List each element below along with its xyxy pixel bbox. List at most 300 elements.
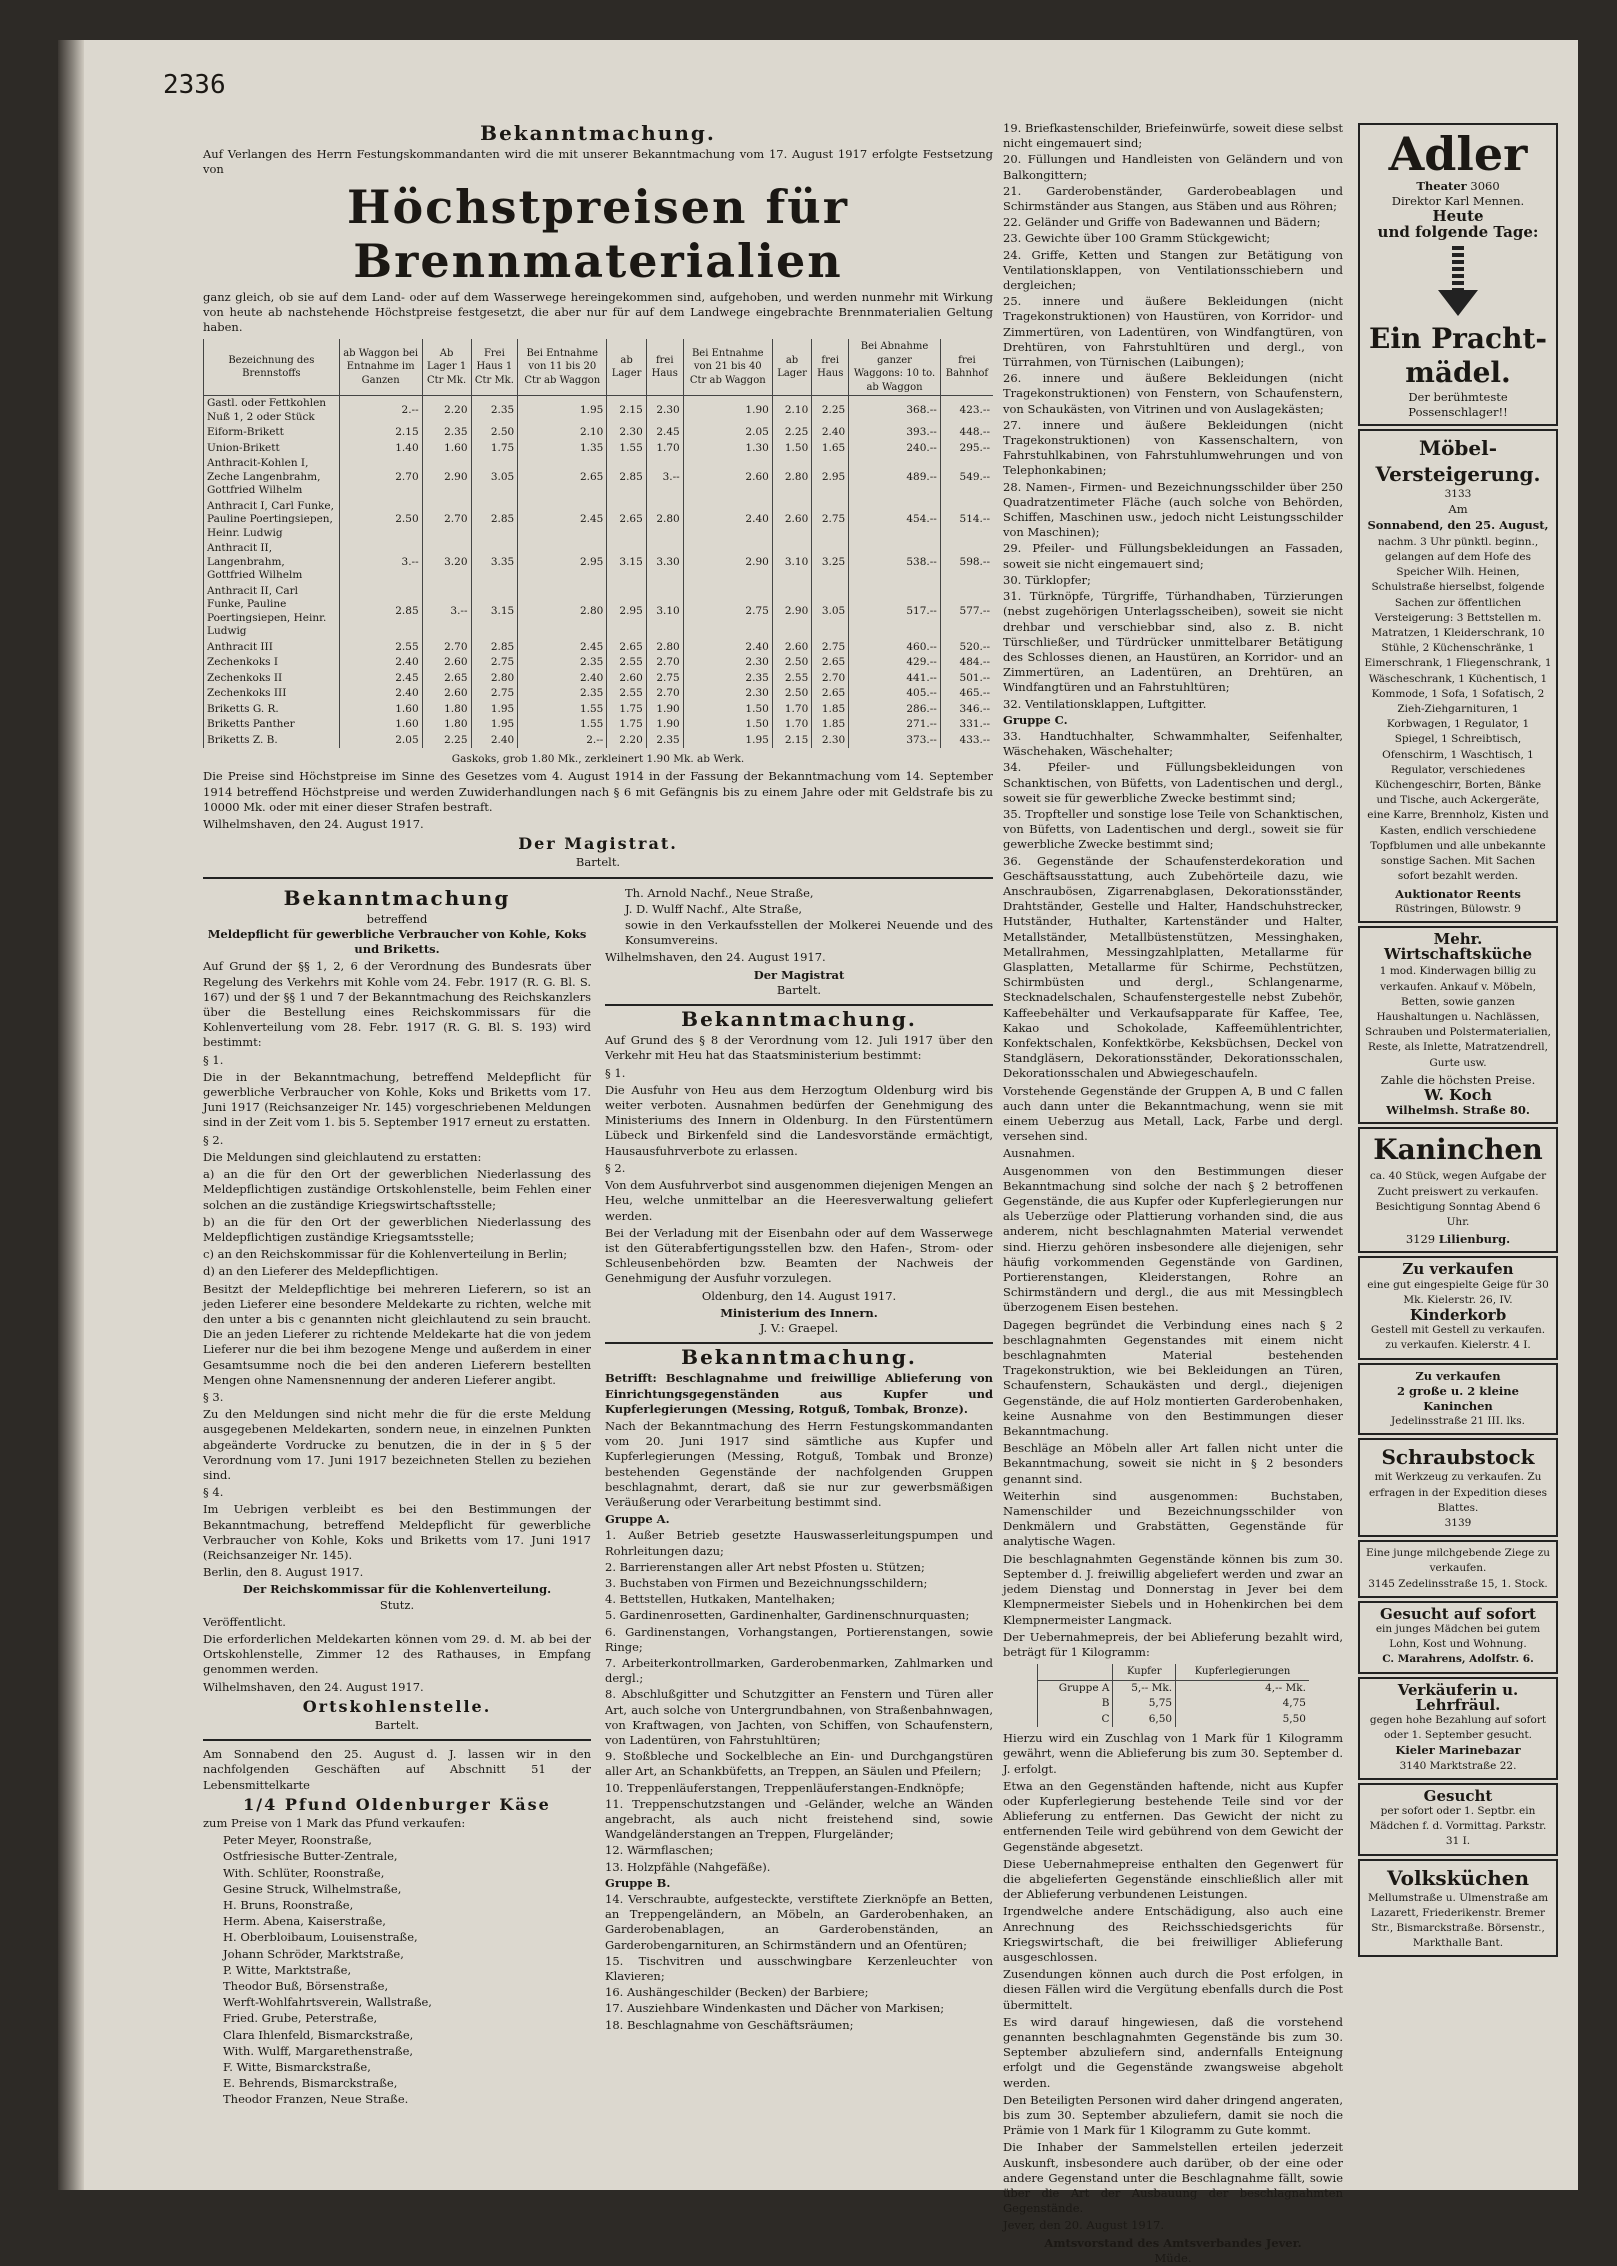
table-cell: 2.40 (339, 655, 422, 671)
right-paragraphs (1003, 1084, 1343, 1661)
schraub-text: mit Werkzeug zu verkaufen. Zu erfragen in der Expedition dieses Blattes. (1368, 1471, 1548, 1514)
table-cell: 1.90 (646, 717, 683, 733)
table-cell: 2.50 (772, 686, 811, 702)
table-cell: 2.35 (518, 686, 607, 702)
moebel-text: nachm. 3 Uhr pünktl. beginn., gelangen auf dem Hofe des Speicher Wilh. Heinen, Schulstraße hierselbst, folgende Sachen zur öffentlichen Versteigerung: 3 Bettstellen m. Matratzen, 1 Kleiderschrank, 10 Stühle, 2 Küchenschränke, 1 Eimerschrank, 1 Fliegenschrank, 1 Wäscheschrank, 1 Küchentisch, 1 Kommode, 1 Sofa, 1 Sofatisch, 2 Zieh-Ziehgarnituren, 1 Korbwagen, 1 Regulator, 1 Spiegel, 1 Schreibtisch, Ofenschirm, 1 Waschtisch, 1 Regulator, verschiedenes Küchengeschirr, Borten, Bänke und Tische, auch Ackergeräte, eine Karre, Brennholz, Kisten und Kasten, endlich verschiedene Topfblumen und alle unbekannte sonstige Sachen. Mit Sachen sofort bezahlt werden. (1364, 535, 1552, 883)
table-cell: 3.15 (607, 541, 646, 584)
shop-list (203, 1833, 591, 2107)
table-cell: 2.15 (607, 396, 646, 426)
shop-item: Clara Ihlenfeld, Bismarckstraße, (223, 2027, 414, 2042)
table-cell: 3.30 (646, 541, 683, 584)
gesucht2-text: per sofort oder 1. Septbr. ein Mädchen f. d. Vormittag. Parkstr. 31 I. (1369, 1805, 1547, 1848)
middle-place-date2: Oldenburg, den 14. August 1917. (701, 1288, 897, 1303)
price-table-header: Bezeichnung des Brennstoffs (204, 339, 340, 396)
right-paragraph: Beschläge an Möbeln aller Art fallen nicht unter die Bekanntmachung, soweit sie nicht in § 2 besonders genannt sind. (1003, 1441, 1343, 1486)
heu-paragraph: Die Ausfuhr von Heu aus dem Herzogtum Oldenburg wird bis weiter verboten. Ausnahmen bedürfen der Genehmigung des Ministeriums des Innern in Oldenburg. In den Fürstentümern Lübeck und Birkenfeld sind die Landesvorstände ermächtigt, Hausausfuhrverbote zu erlassen. (605, 1082, 993, 1158)
table-cell: Anthracit II, Carl Funke, Pauline Poertingsiepen, Heinr. Ludwig (204, 584, 340, 640)
table-cell: 1.55 (607, 441, 646, 457)
table-row (204, 655, 994, 671)
table-cell: 2.45 (339, 671, 422, 687)
schraub-title: Schraubstock (1381, 1445, 1535, 1470)
left-paragraph: § 1. (203, 1052, 224, 1067)
table-cell: 2.30 (607, 425, 646, 441)
list-item: 20. Füllungen und Handleisten von Geländern und von Balkongittern; (1003, 152, 1343, 182)
right-place-date: Jever, den 20. August 1917. (1003, 2218, 1165, 2233)
table-cell: Anthracit II, Langenbrahm, Gottfried Wilhelm (204, 541, 340, 584)
table-cell: Union-Brikett (204, 441, 340, 457)
ziegen-address: Jedelinsstraße 21 III. lks. (1391, 1415, 1525, 1428)
zu-verk-text: eine gut eingespielte Geige für 30 Mk. Kielerstr. 26, IV. (1367, 1278, 1549, 1306)
heu-paragraph: Von dem Ausfuhrverbot sind ausgenommen diejenigen Mengen an Heu, welche unmittelbar an die Heeresverwaltung geliefert werden. (605, 1178, 993, 1223)
right-paragraph: Der Uebernahmepreis, der bei Ablieferung bezahlt wird, beträgt für 1 Kilogramm: (1003, 1629, 1343, 1659)
gesucht-title: Gesucht auf sofort (1380, 1604, 1536, 1623)
table-cell: 577.-- (940, 584, 993, 640)
table-cell: 6,50 (1113, 1712, 1176, 1728)
copper-price-header (1038, 1664, 1113, 1680)
koch-name: W. Koch (1424, 1085, 1492, 1104)
left-paragraph: c) an den Reichskommissar für die Kohlenverteilung in Berlin; (203, 1247, 568, 1262)
table-row (204, 499, 994, 542)
table-cell: 373.-- (849, 733, 941, 749)
shop-item: sowie in den Verkaufsstellen der Molkerei Neuende und des Konsumvereins. (625, 918, 993, 948)
table-cell: 2.85 (471, 499, 518, 542)
cheese-intro: Am Sonnabend den 25. August d. J. lassen wir in den nachfolgenden Geschäften auf Abschnitt 51 der Lebensmittelkarte (203, 1747, 591, 1792)
ad-volkskuechen (1358, 1859, 1558, 1958)
list-item: 13. Holzpfähle (Nahgefäße). (605, 1859, 771, 1874)
main-intro: Auf Verlangen des Herrn Festungskommandanten wird die mit unserer Bekanntmachung vom 17. August 1917 erfolgte Festsetzung von (203, 147, 993, 177)
ad-gesucht-2 (1358, 1783, 1558, 1856)
price-table-header: Bei Entnahme von 21 bis 40 Ctr ab Waggon (683, 339, 772, 396)
kan-place: Lilienburg. (1438, 1232, 1511, 1247)
copper-price-header: Kupferlegierungen (1176, 1664, 1309, 1680)
table-cell: 2.05 (683, 425, 772, 441)
moebel-date: Sonnabend, den 25. August, (1367, 517, 1549, 532)
middle-signer-name: Bartelt. (776, 982, 822, 997)
table-cell: 2.40 (812, 425, 849, 441)
left-place-date: Berlin, den 8. August 1917. (203, 1565, 364, 1580)
table-cell: 2.35 (683, 671, 772, 687)
newspaper-page (58, 40, 1578, 2265)
heu-paragraph: § 1. (605, 1065, 626, 1080)
list-item: 7. Arbeiterkontrollmarken, Garderobenmarken, Zahlmarken und dergl.; (605, 1655, 993, 1686)
adler-title: Adler (1388, 127, 1528, 181)
table-cell: 2.30 (683, 655, 772, 671)
list-item: 23. Gewichte über 100 Gramm Stückgewicht; (1003, 231, 1271, 246)
table-cell: Gruppe A (1038, 1680, 1113, 1696)
left-office-name: Bartelt. (374, 1718, 420, 1732)
table-cell: 2.80 (772, 456, 811, 499)
table-cell: 2.65 (607, 499, 646, 542)
adler-note: Der berühmteste Possenschlager!! (1408, 389, 1508, 420)
adler-film: Ein Pracht-mädel. (1369, 321, 1547, 389)
table-cell: 1.55 (518, 717, 607, 733)
table-cell: 514.-- (940, 499, 993, 542)
list-item: 34. Pfeiler- und Füllungsbekleidungen von Schanktischen, von Büfetts, von Ladentischen und dergl., soweit sie für gewerbliche Zwecke bestimmt sind; (1003, 760, 1343, 805)
table-cell: 2.-- (339, 396, 422, 426)
shop-item: P. Witte, Marktstraße, (223, 1962, 352, 1977)
table-cell: 2.55 (772, 671, 811, 687)
middle-title3: Bekanntmachung. (681, 1345, 917, 1370)
left-paragraph: Zu den Meldungen sind nicht mehr die für die erste Meldung ausgegebenen Meldekarten, sondern neue, in einzelnen Punkten abgeänderte Vordrucke zu benutzen, die in der in § 5 der Verordnung vom 17. Juni 1917 bezeichneten Stellen zu beziehen sind. (203, 1407, 591, 1482)
left-column (203, 885, 591, 2109)
list-item: 12. Wärmflaschen; (605, 1843, 714, 1858)
table-cell: 240.-- (849, 441, 941, 457)
zu-verk2-title: Zu verkaufen (1415, 1368, 1501, 1383)
table-cell: 2.90 (422, 456, 471, 499)
table-cell: 2.55 (339, 640, 422, 656)
table-footnote: Gaskoks, grob 1.80 Mk., zerkleinert 1.90 Mk. ab Werk. (451, 753, 745, 766)
ad-moebel (1358, 429, 1558, 923)
table-row (204, 584, 994, 640)
table-cell: 1.50 (772, 441, 811, 457)
table-cell: 1.50 (683, 702, 772, 718)
table-cell: 2.70 (812, 671, 849, 687)
shop-item: H. Bruns, Roonstraße, (223, 1898, 354, 1913)
copper-price-table (1037, 1664, 1309, 1727)
table-cell: 2.95 (518, 541, 607, 584)
moebel-title: Möbel-Versteigerung. (1375, 436, 1541, 487)
table-cell: 2.45 (518, 499, 607, 542)
shop-item: H. Oberbloibaum, Louisenstraße, (223, 1930, 418, 1945)
table-cell: 2.25 (772, 425, 811, 441)
table-cell: 1.85 (812, 702, 849, 718)
list-item: 27. innere und äußere Bekleidungen (nicht Tragekonstruktionen) von Kassenschaltern, von Fahrstuhlkabinen, von Fahrstuhlumwehrungen und von Telephonkabinen; (1003, 417, 1343, 478)
main-title: Bekanntmachung. (480, 121, 716, 145)
table-cell: Zechenkoks II (204, 671, 340, 687)
list-item: 14. Verschraubte, aufgesteckte, verstiftete Zierknöpfe an Betten, an Treppengeländern, an Möbeln, an Garderobenhaken, an Garderobenablagen, an Garderobenständen, an Garderobengarnituren, an Schirmständern und an Ofentüren; (605, 1892, 993, 1952)
table-cell: 433.-- (940, 733, 993, 749)
left-paragraph: Die in der Bekanntmachung, betreffend Meldepflicht für gewerbliche Verbraucher von Kohle, Koks und Briketts vom 17. Juni 1917 (Reichsanzeiger Nr. 145) vorgeschriebenen Meldungen sind in der Zeit vom 1. bis 5. September 1917 erneut zu erstatten. (203, 1069, 591, 1130)
table-cell: 429.-- (849, 655, 941, 671)
table-cell: 405.-- (849, 686, 941, 702)
table-cell: 3.15 (471, 584, 518, 640)
ad-schraubstock (1358, 1438, 1558, 1537)
table-cell: 2.45 (518, 640, 607, 656)
table-cell: 1.30 (683, 441, 772, 457)
right-paragraph: Diese Uebernahmepreise enthalten den Gegenwert für die abgelieferten Gegenstände einschließlich aller mit der Ablieferung verbundenen Leistungen. (1003, 1856, 1343, 1902)
table-cell: 346.-- (940, 702, 993, 718)
table-cell: 1.95 (518, 396, 607, 426)
table-cell: 2.35 (422, 425, 471, 441)
group-a-items (605, 1528, 993, 1874)
table-cell: 484.-- (940, 655, 993, 671)
price-table-header: frei Haus (646, 339, 683, 396)
table-cell: 517.-- (849, 584, 941, 640)
divider (203, 1739, 591, 1741)
table-cell: 2.70 (422, 499, 471, 542)
table-cell: 2.30 (812, 733, 849, 749)
ziege-address: Zedelinsstraße 15, 1. Stock. (1398, 1577, 1548, 1590)
gesucht-name: C. Marahrens, Adolfstr. 6. (1382, 1653, 1534, 1666)
ad-mehr (1358, 926, 1558, 1124)
table-cell: 2.65 (422, 671, 471, 687)
volk-title: Volksküchen (1386, 1865, 1530, 1890)
ad-ziege (1358, 1540, 1558, 1598)
list-item: 16. Aushängeschilder (Becken) der Barbiere; (605, 1985, 869, 2000)
table-cell: 1.80 (422, 717, 471, 733)
shop-item: With. Wulff, Margarethenstraße, (223, 2043, 414, 2058)
table-row (204, 396, 994, 426)
left-paragraph: Im Uebrigen verbleibt es bei den Bestimmungen der Bekanntmachung, betreffend Meldepflicht für gewerbliche Verbraucher von Kohle, Koks und Briketts vom 17. Juni 1917 (Reichsanzeiger Nr. 145). (203, 1502, 591, 1562)
table-cell: 441.-- (849, 671, 941, 687)
table-cell: 2.60 (683, 456, 772, 499)
price-table-header: ab Lager (772, 339, 811, 396)
table-row (204, 441, 994, 457)
right-paragraph: Vorstehende Gegenstände der Gruppen A, B und C fallen auch dann unter die Bekanntmachung, wenn sie mit einem Ueberzug aus Metall, Lack, Farbe und dergl. versehen sind. (1003, 1083, 1343, 1144)
table-cell: Anthracit III (204, 640, 340, 656)
mehr-title: Mehr. Wirtschaftsküche (1383, 929, 1533, 964)
group-a-label: Gruppe A. (605, 1512, 670, 1527)
price-table-header: Bei Abnahme ganzer Waggons: 10 to. ab Waggon (849, 339, 941, 396)
table-cell: Briketts Z. B. (204, 733, 340, 749)
group-b-label: Gruppe B. (605, 1875, 671, 1890)
table-cell: 2.45 (646, 425, 683, 441)
right-paragraph: Hierzu wird ein Zuschlag von 1 Mark für 1 Kilogramm gewährt, wenn die Ablieferung bis zum 30. September d. J. erfolgt. (1003, 1731, 1343, 1776)
shop-item: Peter Meyer, Roonstraße, (223, 1833, 372, 1848)
left-signer: Der Reichskommissar für die Kohlenverteilung. (242, 1582, 552, 1597)
right-office-name: Müde. (1154, 2250, 1192, 2265)
table-cell: Eiform-Brikett (204, 425, 340, 441)
schraub-num: 3139 (1444, 1517, 1472, 1529)
table-cell: 2.70 (646, 655, 683, 671)
price-table-header: frei Bahnhof (940, 339, 993, 396)
list-item: 6. Gardinenstangen, Vorhangstangen, Portierenstangen, sowie Ringe; (605, 1624, 993, 1654)
table-cell: 2.85 (471, 640, 518, 656)
left-office: Ortskohlenstelle. (302, 1696, 492, 1716)
adler-director: Direktor Karl Mennen. (1391, 194, 1525, 209)
table-cell: 2.95 (812, 456, 849, 499)
table-cell: Zechenkoks I (204, 655, 340, 671)
table-cell: 1.55 (518, 702, 607, 718)
table-cell: 2.55 (607, 686, 646, 702)
kieler-num: 3140 (1399, 1759, 1427, 1772)
right-paragraph: Den Beteiligten Personen wird daher dringend angeraten, bis zum 30. September abzuliefern, damit sie noch die Prämie von 1 Mark für 1 Kilogramm zu Gute kommt. (1003, 2092, 1343, 2138)
right-paragraph: Die Inhaber der Sammelstellen erteilen jederzeit Auskunft, insbesondere auch darüber, ob der eine oder andere Gegenstand unter die Beschlagnahme fällt, sowie über die Art der Ausbauung der beschlagnahmten Gegenstände. (1003, 2140, 1343, 2216)
middle-column (605, 885, 993, 2109)
right-paragraph: Dagegen begründet die Verbindung eines nach § 2 beschlagnahmten Gegenstandes mit einem nicht beschlagnahmten Material bestehenden Tragekonstruktion, wie bei Bekleidungen an Türen, Schaufenstern, Schaukästen und dergl., diejenigen Gegenstände, die auf Holz montierten Garderobenhaken, keine Ausnahme von den Bestimmungen dieser Bekanntmachung. (1003, 1317, 1343, 1439)
list-item: 18. Beschlagnahme von Geschäftsräumen; (605, 2017, 854, 2032)
divider (203, 877, 993, 879)
table-cell: 2.65 (518, 456, 607, 499)
table-cell: Briketts Panther (204, 717, 340, 733)
table-cell: 2.10 (518, 425, 607, 441)
table-row (1038, 1712, 1310, 1728)
middle-title2: Bekanntmachung. (681, 1007, 917, 1032)
table-row (204, 425, 994, 441)
shop-item: With. Schlüter, Roonstraße, (223, 1865, 385, 1880)
price-table-header: ab Lager (607, 339, 646, 396)
table-cell: 3.-- (646, 456, 683, 499)
left-paragraph: d) an den Lieferer des Meldepflichtigen. (203, 1264, 439, 1279)
table-cell: 2.35 (646, 733, 683, 749)
main-headline: Höchstpreisen für Brennmaterialien (347, 179, 849, 288)
table-cell: 549.-- (940, 456, 993, 499)
list-item: 4. Bettstellen, Hutkaken, Mantelhaken; (605, 1592, 836, 1607)
table-cell: 1.90 (646, 702, 683, 718)
table-cell: 2.50 (471, 425, 518, 441)
table-cell: 1.85 (812, 717, 849, 733)
list-item: 28. Namen-, Firmen- und Bezeichnungsschilder über 250 Quadratzentimeter Fläche (auch solche von Behörden, Schiffen, Maschinen usw., jedoch nicht Leistungsschilder von Maschinen); (1003, 479, 1343, 540)
table-cell: Zechenkoks III (204, 686, 340, 702)
ad-zu-verkaufen-2 (1358, 1363, 1558, 1436)
table-cell: B (1038, 1696, 1113, 1712)
left-note: Die erforderlichen Meldekarten können vom 29. d. M. ab bei der Ortskohlenstelle, Zimmer 12 des Rathauses, in Empfang genommen werden. (203, 1631, 591, 1677)
gesucht-text: ein junges Mädchen bei gutem Lohn, Kost und Wohnung. (1375, 1623, 1541, 1651)
table-cell: 2.80 (518, 584, 607, 640)
table-cell: 4,75 (1176, 1696, 1309, 1712)
table-cell: 2.85 (339, 584, 422, 640)
table-cell: 1.95 (471, 702, 518, 718)
book-spine (58, 40, 84, 2190)
cheese-price: zum Preise von 1 Mark das Pfund verkaufen: (203, 1816, 466, 1831)
table-cell: 4,-- Mk. (1176, 1680, 1309, 1696)
shop-item: J. D. Wulff Nachf., Alte Straße, (625, 901, 803, 916)
ministry: Ministerium des Innern. (720, 1305, 878, 1320)
ad-kaninchen (1358, 1127, 1558, 1253)
list-item: 2. Barrierenstangen aller Art nebst Pfosten u. Stützen; (605, 1559, 925, 1574)
table-cell: Gastl. oder Fettkohlen Nuß 1, 2 oder Stück (204, 396, 340, 426)
table-cell: 2.70 (646, 686, 683, 702)
table-cell: 2.10 (772, 396, 811, 426)
heu-paragraph: § 2. (605, 1160, 626, 1175)
list-item: 24. Griffe, Ketten und Stangen zur Betätigung von Ventilationsklappen, von Ventilationsschiebern und dergleichen; (1003, 247, 1343, 293)
adler-tage: und folgende Tage: (1377, 222, 1539, 241)
left-paragraph: b) an die für den Ort der gewerblichen Niederlassung des Meldepflichtigen zuständige Kriegsamtsstelle; (203, 1214, 591, 1244)
table-cell: 2.05 (339, 733, 422, 749)
main-place-date: Wilhelmshaven, den 24. August 1917. (203, 817, 424, 832)
table-cell: 2.60 (422, 686, 471, 702)
left-title: Bekanntmachung (283, 885, 511, 910)
table-cell: 2.80 (646, 499, 683, 542)
list-item: 3. Buchstaben von Firmen und Bezeichnungsschildern; (605, 1575, 928, 1590)
list-item: 32. Ventilationsklappen, Luftgitter. (1003, 696, 1207, 711)
table-cell: 2.90 (683, 541, 772, 584)
kan-title: Kaninchen (1373, 1133, 1543, 1167)
price-table-header: ab Waggon bei Entnahme im Ganzen (339, 339, 422, 396)
table-cell: 2.60 (422, 655, 471, 671)
table-cell: 2.75 (471, 686, 518, 702)
table-cell: 286.-- (849, 702, 941, 718)
verk-title: Verkäuferin u. Lehrfräul. (1397, 1680, 1519, 1714)
table-cell: 2.65 (607, 640, 646, 656)
shop-list-continued (605, 886, 993, 949)
table-cell: 5,50 (1176, 1712, 1309, 1728)
table-cell: 423.-- (940, 396, 993, 426)
left-paragraph: a) an die für den Ort der gewerblichen Niederlassung des Meldepflichtigen zuständige Ortskohlenstelle, beim Fehlen einer solchen an die zuständige Kriegswirtschaftsstelle; (203, 1167, 591, 1212)
kieler-address: Marktstraße 22. (1429, 1759, 1517, 1772)
list-item: 1. Außer Betrieb gesetzte Hauswasserleitungspumpen und Rohrleitungen dazu; (605, 1528, 993, 1558)
table-cell: 1.95 (471, 717, 518, 733)
table-cell: 3.05 (812, 584, 849, 640)
table-cell: 5,75 (1113, 1696, 1176, 1712)
koch-address: Wilhelmsh. Straße 80. (1386, 1103, 1530, 1118)
table-cell: 2.70 (339, 456, 422, 499)
main-outro: Die Preise sind Höchstpreise im Sinne des Gesetzes vom 4. August 1914 in der Fassung der Bekanntmachung vom 14. September 1914 betreffend Höchstpreise und werden Zuwiderhandlungen nach § 6 mit Gefängnis bis zu einem Jahre oder mit Geldstrafe bis zu 10000 Mk. oder mit einer dieser Strafen bestraft. (203, 769, 993, 814)
ad-verkaeuferin (1358, 1677, 1558, 1780)
table-cell: 1.70 (772, 717, 811, 733)
left-subtitle: betreffend (366, 911, 428, 926)
table-cell: 1.75 (471, 441, 518, 457)
middle-signer: Der Magistrat (753, 967, 845, 982)
table-row (204, 541, 994, 584)
left-veroeffentlicht: Veröffentlicht. (203, 1614, 286, 1629)
list-item: 19. Briefkastenschilder, Briefeinwürfe, soweit diese selbst nicht eingemauert sind; (1003, 121, 1343, 151)
table-cell: 3.25 (812, 541, 849, 584)
middle-place-date: Wilhelmshaven, den 24. August 1917. (605, 950, 826, 965)
price-table-header: frei Haus (812, 339, 849, 396)
left-place-date2: Wilhelmshaven, den 24. August 1917. (203, 1679, 424, 1694)
moebel-auctioneer: Auktionator Reents (1395, 886, 1521, 901)
copper-price-header: Kupfer (1113, 1664, 1176, 1680)
table-cell: Anthracit I, Carl Funke, Pauline Poertingsiepen, Heinr. Ludwig (204, 499, 340, 542)
list-item: 25. innere und äußere Bekleidungen (nicht Tragekonstruktionen) von Haustüren, von Korridor- und Zimmertüren, von Ladentüren, von Windfangtüren, von Drehtüren, von Fahrstuhltüren und dergl., von Türrahmen, von Türnischen (Laibungen); (1003, 294, 1343, 370)
ziegen-title: 2 große u. 2 kleine Kaninchen (1397, 1383, 1519, 1413)
table-cell: 1.60 (422, 441, 471, 457)
table-row (204, 640, 994, 656)
table-cell: 271.-- (849, 717, 941, 733)
table-cell: 1.80 (422, 702, 471, 718)
price-table (203, 339, 993, 748)
copper-para: Nach der Bekanntmachung des Herrn Festungskommandanten vom 20. Juni 1917 sind sämtliche aus Kupfer und Kupferlegierungen (Messing, Rotguß, Tombak und Bronze) bestehenden Gegenstände der nachfolgenden Gruppen beschlagnahmt, derart, daß sie nur zur gewerbsmäßigen Veräußerung oder Verarbeitung bestimmt sind. (605, 1418, 993, 1509)
table-cell: 2.35 (518, 655, 607, 671)
right-paragraph: Es wird darauf hingewiesen, daß die vorstehend genannten beschlagnahmten Gegenstände bis zum 30. September abzuliefern sind, andernfalls Enteignung erfolgt und die Gegenstände zwangsweise abgeholt werden. (1003, 2014, 1343, 2090)
group-b-items-continued (1003, 121, 1343, 712)
gesucht2-title: Gesucht (1423, 1786, 1493, 1805)
table-cell: 3.-- (339, 541, 422, 584)
right-paragraph: Die beschlagnahmten Gegenstände können bis zum 30. September d. J. freiwillig abgeliefert werden und zwar an jedem Dienstag und Donnerstag in Jever bei dem Klempnermeister Siebels und in Hohenkirchen bei dem Klempnermeister Langmack. (1003, 1551, 1343, 1627)
table-cell: 1.60 (339, 702, 422, 718)
right-paragraph: Ausgenommen von den Bestimmungen dieser Bekanntmachung sind solche der nach § 2 betroffenen Gegenstände, die aus Kupfer oder Kupferlegierungen nur als Ueberzüge oder Plattierung vorhanden sind, die aus anderem, nicht beschlagnahmten Material verwendet sind. Hierzu gehören insbesondere alle diejenigen, sehr häufig vorkommenden Gegenstände von Gardinen, Portierenstangen, Kleiderstangen, Rohre an Schirmständern und dergl., die aus mit Messingblech überzogenem Eisen bestehen. (1003, 1163, 1343, 1315)
copper-subject: Betrifft: Beschlagnahme und freiwillige Ablieferung von Einrichtungsgegenständen aus Kupfer und Kupferlegierungen (Messing, Rotguß, Tombak, Bronze). (605, 1371, 993, 1416)
list-item: 33. Handtuchhalter, Schwammhalter, Seifenhalter, Wäschehaken, Wäschehalter; (1003, 728, 1343, 759)
main-announcement (203, 120, 993, 2109)
shop-item: Werft-Wohlfahrtsverein, Wallstraße, (223, 1995, 432, 2010)
shop-item: Th. Arnold Nachf., Neue Straße, (625, 885, 814, 900)
table-cell: 598.-- (940, 541, 993, 584)
table-cell: 2.20 (607, 733, 646, 749)
list-item: 22. Geländer und Griffe von Badewannen und Bädern; (1003, 215, 1321, 230)
table-cell: 2.35 (471, 396, 518, 426)
table-cell: 2.25 (422, 733, 471, 749)
list-item: 31. Türknöpfe, Türgriffe, Türhandhaben, Türzierungen (nebst zugehörigen Unterlagsscheiben), soweit sie nicht drehbar und verschiebbar sind, also z. B. nicht Türschließer, und Türdrücker unmittelbarer Betätigung des Schlosses dienen, an Haustüren, an Korridor- und an Zimmertüren, an Ladentüren, an Drehtüren, an Windfangtüren und an Fahrstuhltüren; (1003, 589, 1343, 695)
table-cell: 2.40 (339, 686, 422, 702)
table-row (204, 717, 994, 733)
list-item: 5. Gardinenrosetten, Gardinenhalter, Gardinenschnurquasten; (605, 1608, 970, 1623)
adler-theater: Theater (1416, 179, 1467, 193)
table-cell: 1.65 (812, 441, 849, 457)
table-cell: 1.60 (339, 717, 422, 733)
group-b-items (605, 1892, 993, 2033)
price-table-header: Frei Haus 1 Ctr Mk. (471, 339, 518, 396)
table-cell: 2.-- (518, 733, 607, 749)
table-cell: 331.-- (940, 717, 993, 733)
table-row (1038, 1680, 1310, 1696)
table-cell: 3.20 (422, 541, 471, 584)
kan-text: ca. 40 Stück, wegen Aufgabe der Zucht preiswert zu verkaufen. Besichtigung Sonntag Abend 6 Uhr. (1369, 1170, 1547, 1228)
divider (605, 1342, 993, 1344)
shop-item: Herm. Abena, Kaiserstraße, (223, 1914, 386, 1929)
list-item: 29. Pfeiler- und Füllungsbekleidungen an Fassaden, soweit sie nicht eingemauert sind; (1003, 541, 1343, 571)
left-paragraph: § 2. (203, 1132, 224, 1147)
table-row (204, 686, 994, 702)
table-cell: 1.40 (339, 441, 422, 457)
table-row (204, 702, 994, 718)
table-cell: 2.90 (772, 584, 811, 640)
table-cell: 1.35 (518, 441, 607, 457)
table-cell: 1.90 (683, 396, 772, 426)
table-cell: 3.05 (471, 456, 518, 499)
table-row (204, 456, 994, 499)
